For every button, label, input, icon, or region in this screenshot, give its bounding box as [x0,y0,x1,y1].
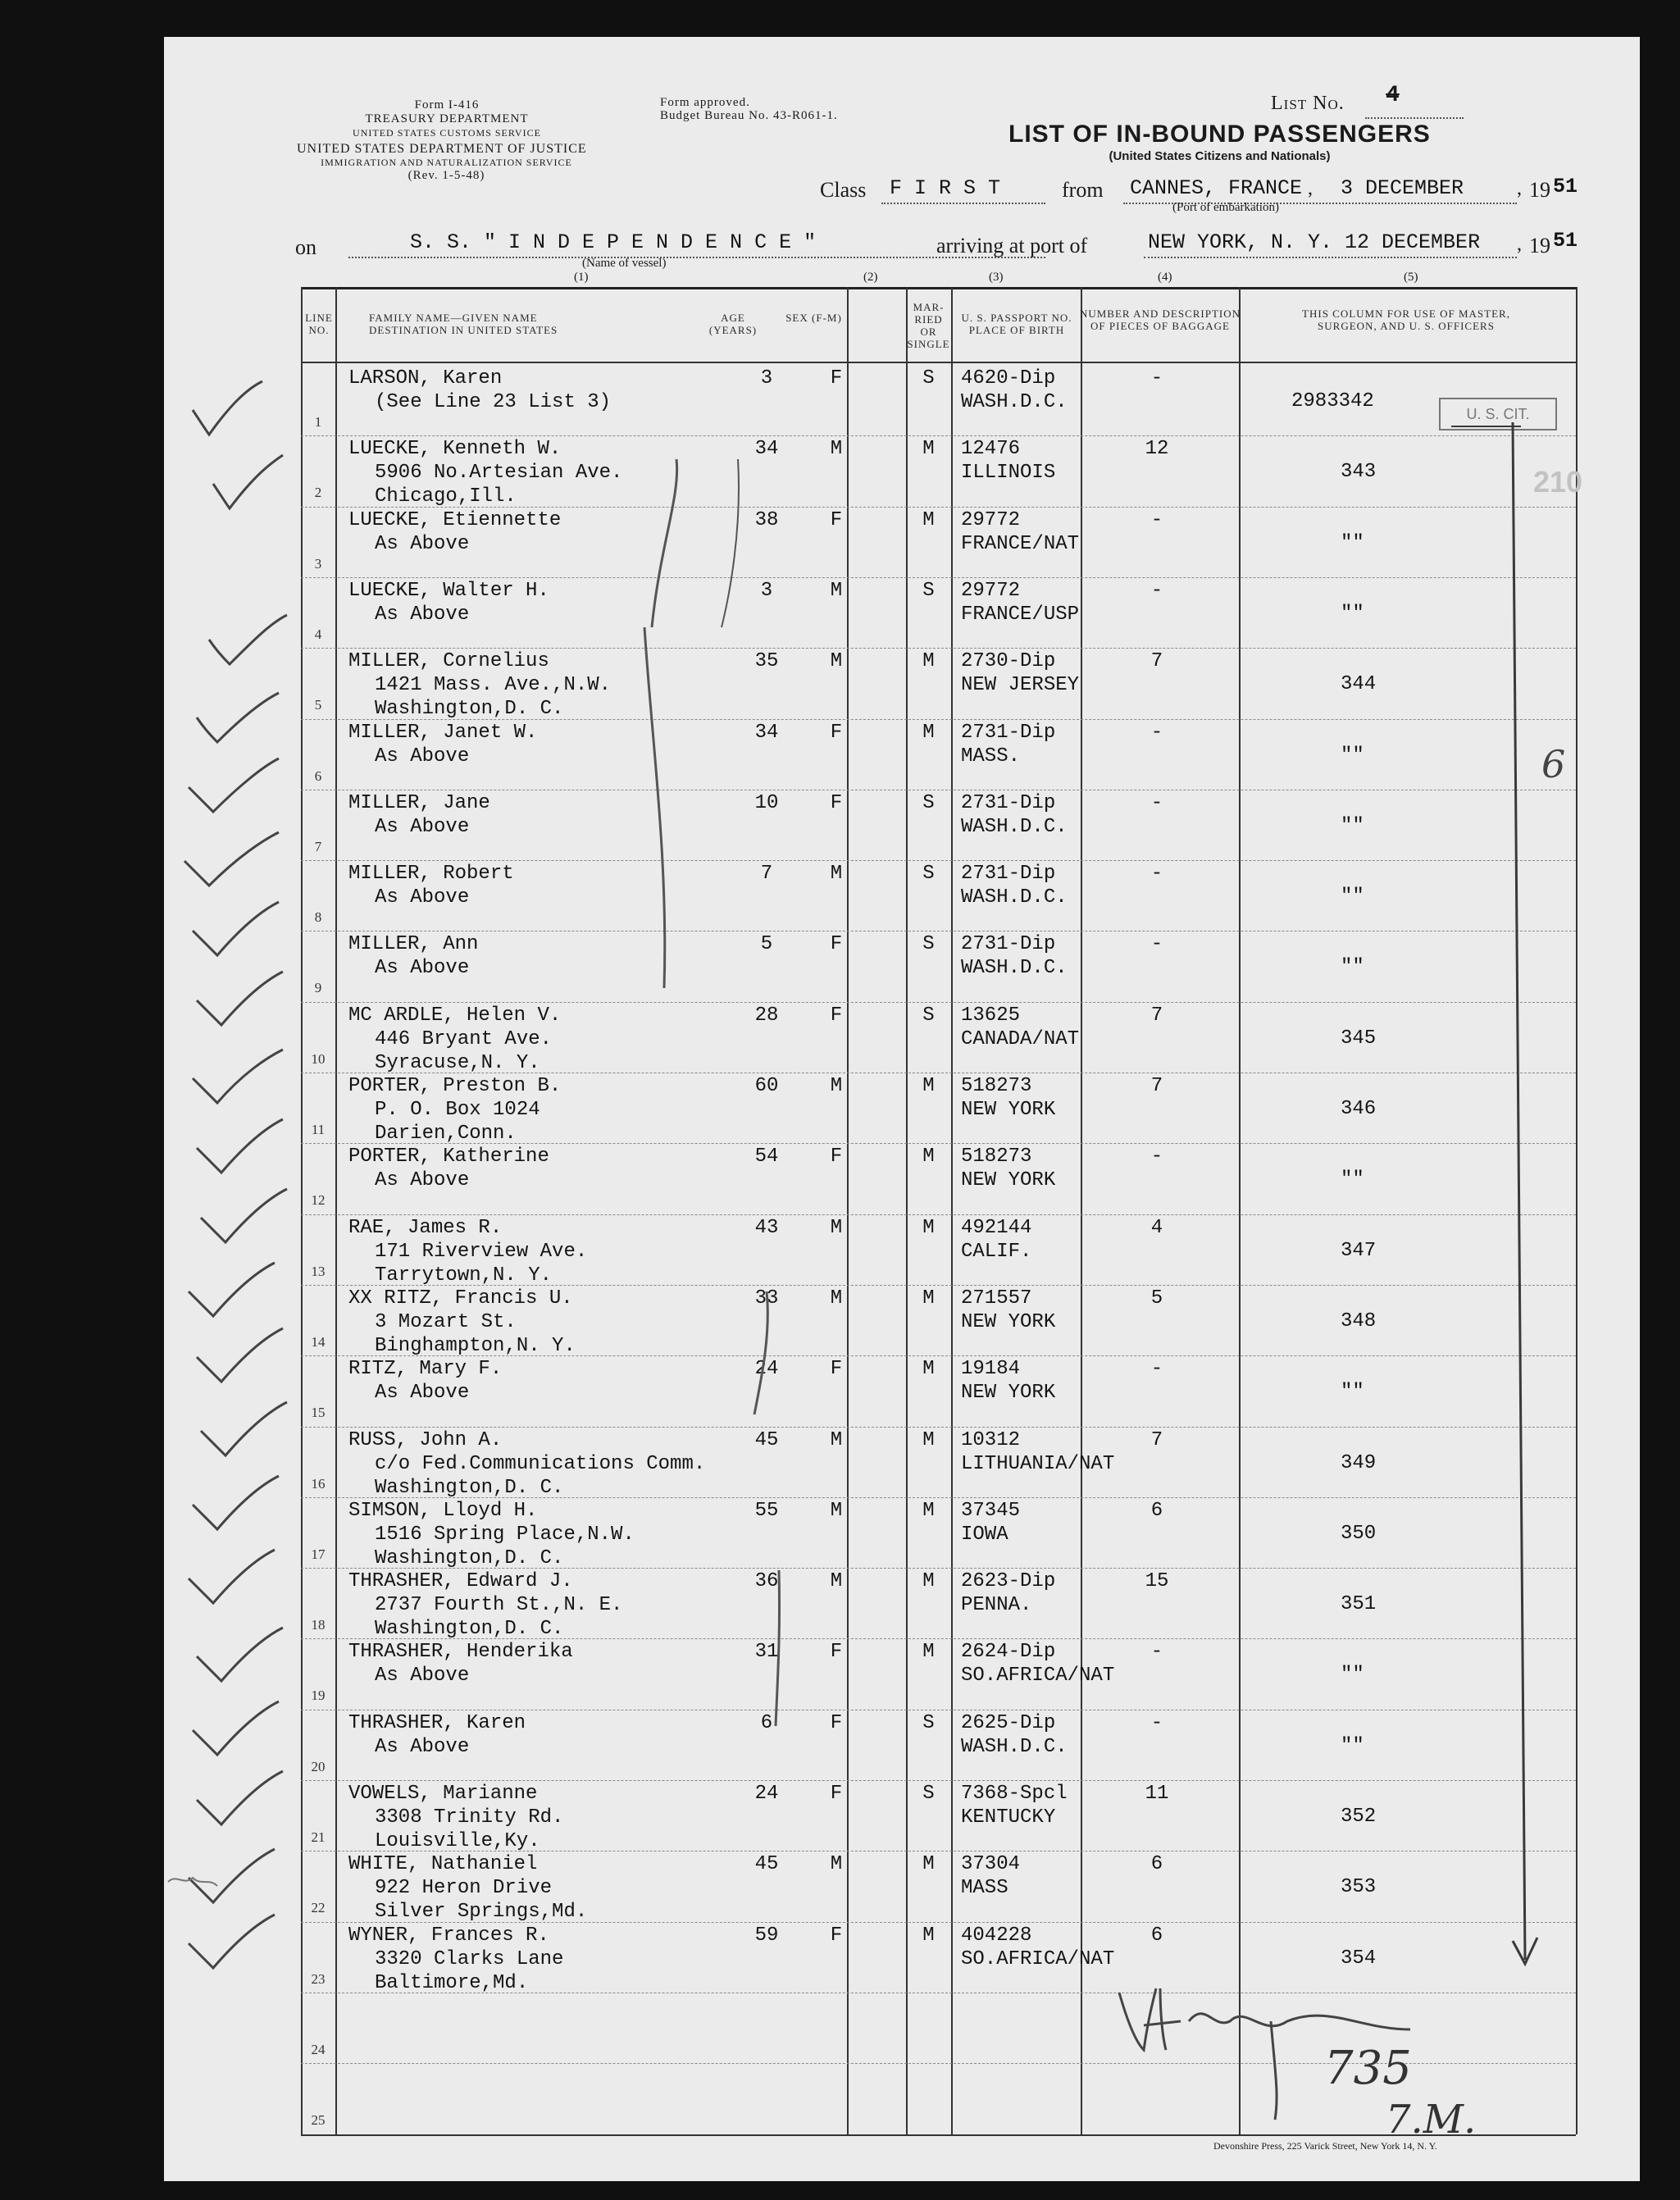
passenger-age: 36 [754,1570,779,1593]
passenger-sex: M [830,1499,843,1522]
passenger-name: WYNER, Frances R. [348,1924,549,1947]
passenger-destination: As Above [375,1169,470,1192]
passenger-sex: F [830,508,843,531]
passenger-sex: F [830,791,843,814]
approval-1: Form approved. [660,96,750,109]
baggage-count: 6 [1150,1853,1163,1876]
baggage-count: - [1150,1711,1163,1734]
passport-number: 29772 [961,508,1021,531]
passenger-age: 45 [754,1428,779,1451]
place-of-birth: NEW YORK [961,1382,1056,1405]
passenger-name: LUECKE, Etiennette [348,508,562,531]
passport-number: 37345 [961,1499,1021,1522]
passenger-age: 6 [760,1711,773,1734]
place-of-birth: CANADA/NAT [961,1027,1080,1050]
passenger-name: MILLER, Cornelius [348,650,549,673]
citizen-stamp: U. S. CIT. [1439,398,1557,430]
passenger-age: 43 [754,1216,779,1239]
treasury-dept: TREASURY DEPARTMENT [365,112,529,125]
arrival-year: 51 [1553,229,1578,253]
passport-number: 271557 [961,1287,1032,1310]
place-of-birth: NEW YORK [961,1169,1056,1192]
passport-number: 29772 [961,579,1021,602]
passenger-destination: As Above [375,886,470,909]
passenger-name: RITZ, Mary F. [348,1358,503,1381]
line-number: 7 [314,838,322,854]
officer-number: "" [1341,1664,1364,1687]
baggage-count: 4 [1150,1216,1163,1239]
place-of-birth: MASS. [961,745,1021,767]
vessel-caption: (Name of vessel) [582,257,667,270]
officer-number: "" [1341,1168,1364,1191]
passenger-name: MC ARDLE, Helen V. [348,1004,562,1027]
passenger-age: 3 [760,579,773,602]
passport-number: 7368-Spcl [961,1783,1068,1805]
officer-number: 346 [1341,1098,1377,1120]
passenger-age: 59 [754,1924,779,1947]
place-of-birth: NEW YORK [961,1310,1056,1333]
passport-number: 492144 [961,1216,1032,1239]
marital-status: S [922,579,935,602]
faint-stamp-number: 210 [1533,465,1583,499]
baggage-count: 6 [1150,1924,1163,1947]
passenger-destination: Syracuse,N. Y. [375,1051,540,1074]
from-label: from [1062,178,1104,202]
passenger-sex: F [830,933,843,956]
line-number: 4 [314,626,322,642]
marital-status: M [922,1570,935,1593]
passenger-name: THRASHER, Henderika [348,1641,573,1664]
passenger-sex: M [830,650,843,673]
line-number: 22 [311,1900,326,1916]
list-label: List No. [1271,93,1345,114]
passenger-sex: F [830,1004,843,1027]
place-of-birth: NEW YORK [961,1099,1056,1121]
passport-number: 404228 [961,1924,1032,1947]
passenger-name: XX RITZ, Francis U. [348,1287,573,1310]
col-header-passport: U. S. PASSPORT NO. PLACE OF BIRTH [961,312,1072,336]
form-number: Form I-416 [414,98,480,112]
passenger-destination: Chicago,Ill. [375,485,517,508]
passenger-destination: As Above [375,1382,470,1405]
col-header-line: LINE NO. [305,312,333,336]
passenger-name: PORTER, Preston B. [348,1075,562,1097]
place-of-birth: MASS [961,1877,1008,1900]
passenger-destination: 3 Mozart St. [375,1310,517,1333]
officer-number: 349 [1341,1451,1377,1474]
place-of-birth: FRANCE/USP [961,603,1080,626]
officer-number: 343 [1341,461,1377,484]
passenger-age: 10 [754,791,779,814]
line-number: 20 [311,1758,326,1774]
passenger-destination: 3320 Clarks Lane [375,1947,564,1970]
place-of-birth: CALIF. [961,1240,1032,1263]
passenger-sex: M [830,1287,843,1310]
line-number: 15 [311,1405,326,1421]
passenger-destination: As Above [375,1665,470,1688]
line-number: 24 [311,2041,326,2057]
passenger-age: 31 [754,1641,779,1664]
marital-status: S [922,367,935,389]
passenger-destination: P. O. Box 1024 [375,1099,540,1121]
line-number: 23 [311,1970,326,1987]
officer-number: "" [1341,531,1364,554]
from-date: 3 DECEMBER [1341,176,1464,200]
handwritten-six: 6 [1541,742,1566,786]
passenger-sex: M [830,863,843,886]
place-of-birth: NEW JERSEY [961,674,1080,697]
passenger-name: THRASHER, Edward J. [348,1570,573,1593]
revision: (Rev. 1-5-48) [407,169,485,182]
from-year: 51 [1553,175,1578,198]
passenger-destination: As Above [375,1735,470,1758]
line-number: 13 [311,1263,326,1279]
officer-number: 347 [1341,1239,1377,1262]
col-num-2: (2) [863,271,878,284]
passport-number: 2731-Dip [961,933,1056,956]
passport-number: 2731-Dip [961,791,1056,814]
passenger-destination: Washington,D. C. [375,1618,564,1641]
baggage-count: 7 [1150,1075,1163,1097]
place-of-birth: WASH.D.C. [961,815,1068,838]
line-number: 11 [311,1122,326,1137]
passenger-name: LARSON, Karen [348,367,503,389]
passenger-sex: M [830,1075,843,1097]
line-number: 19 [311,1688,326,1704]
passenger-destination: 3308 Trinity Rd. [375,1806,564,1829]
baggage-count: 5 [1150,1287,1163,1310]
passenger-sex: F [830,1924,843,1947]
passenger-age: 38 [754,508,779,531]
passenger-destination: c/o Fed.Communications Comm. [375,1452,706,1475]
passenger-name: MILLER, Robert [348,863,514,886]
passport-number: 37304 [961,1853,1021,1876]
handwritten-marks [164,37,1640,2181]
list-number: 4 [1386,83,1400,108]
baggage-count: - [1150,579,1163,602]
baggage-count: 12 [1145,438,1169,461]
baggage-count: 7 [1150,1428,1163,1451]
place-of-birth: KENTUCKY [961,1806,1056,1829]
officer-number: 350 [1341,1522,1377,1545]
marital-status: S [922,1004,935,1027]
passenger-sex: M [830,579,843,602]
marital-status: M [922,438,935,461]
passenger-sex: F [830,1358,843,1381]
col-num-5: (5) [1404,271,1418,284]
marital-status: S [922,1783,935,1805]
marital-status: M [922,1641,935,1664]
place-of-birth: SO.AFRICA/NAT [961,1665,1115,1688]
passenger-name: WHITE, Nathaniel [348,1853,538,1876]
marital-status: M [922,721,935,744]
marital-status: M [922,650,935,673]
ins-service: IMMIGRATION AND NATURALIZATION SERVICE [321,157,572,168]
passport-number: 2623-Dip [961,1570,1056,1593]
marital-status: M [922,1358,935,1381]
class-value: F I R S T [890,176,1001,200]
passenger-age: 35 [754,650,779,673]
embark-caption: (Port of embarkation) [1172,201,1279,214]
marital-status: S [922,791,935,814]
passenger-destination: 922 Heron Drive [375,1877,553,1900]
passenger-name: MILLER, Janet W. [348,721,538,744]
line-number: 9 [314,980,322,996]
place-of-birth: PENNA. [961,1594,1032,1617]
passenger-destination: As Above [375,815,470,838]
marital-status: S [922,1711,935,1734]
passenger-destination: 171 Riverview Ave. [375,1240,588,1263]
line-number: 25 [311,2112,326,2129]
place-of-birth: ILLINOIS [961,462,1056,485]
passenger-age: 28 [754,1004,779,1027]
justice-dept: UNITED STATES DEPARTMENT OF JUSTICE [297,142,587,156]
place-of-birth: WASH.D.C. [961,886,1068,909]
col-num-3: (3) [989,271,1004,284]
baggage-count: - [1150,367,1163,389]
officer-number: "" [1341,814,1364,837]
passenger-age: 54 [754,1146,779,1168]
line-number: 17 [311,1546,326,1562]
officer-number: 348 [1341,1310,1377,1332]
baggage-count: 11 [1145,1783,1169,1805]
passenger-age: 45 [754,1853,779,1876]
officer-number: 352 [1341,1806,1377,1828]
baggage-count: 6 [1150,1499,1163,1522]
passport-number: 19184 [961,1358,1021,1381]
passenger-sex: M [830,1216,843,1239]
col-header-name: FAMILY NAME—GIVEN NAME DESTINATION IN UNITED STATES [369,312,558,336]
passenger-age: 60 [754,1075,779,1097]
officer-number: "" [1341,744,1364,767]
marital-status: M [922,1075,935,1097]
baggage-count: - [1150,1641,1163,1664]
officer-number: "" [1341,1381,1364,1404]
officer-number: 2983342 [1291,390,1374,412]
baggage-count: - [1150,791,1163,814]
passport-number: 13625 [961,1004,1021,1027]
marital-status: M [922,1146,935,1168]
passenger-destination: Silver Springs,Md. [375,1901,588,1924]
passenger-destination: 446 Bryant Ave. [375,1027,553,1050]
passenger-destination: 2737 Fourth St.,N. E. [375,1594,623,1617]
line-number: 12 [311,1192,326,1209]
passenger-destination: As Above [375,957,470,980]
marital-status: M [922,1499,935,1522]
passport-number: 12476 [961,438,1021,461]
printer-footer: Devonshire Press, 225 Varick Street, New York 14, N. Y. [1213,2140,1437,2152]
line-number: 2 [314,485,322,501]
passenger-destination: Tarrytown,N. Y. [375,1264,553,1287]
place-of-birth: WASH.D.C. [961,391,1068,413]
baggage-count: - [1150,1146,1163,1168]
place-of-birth: LITHUANIA/NAT [961,1452,1115,1475]
officer-number: "" [1341,602,1364,625]
passenger-name: LUECKE, Kenneth W. [348,438,562,461]
passenger-name: PORTER, Katherine [348,1146,549,1168]
col-header-married: MAR- RIED OR SINGLE [907,301,950,350]
passenger-sex: F [830,1641,843,1664]
passenger-name: SIMSON, Lloyd H. [348,1499,538,1522]
marital-status: M [922,1924,935,1947]
place-of-birth: IOWA [961,1523,1008,1546]
passport-number: 10312 [961,1428,1021,1451]
officer-number: 354 [1341,1947,1377,1970]
line-number: 16 [311,1475,326,1492]
passenger-name: THRASHER, Karen [348,1711,526,1734]
officer-number: 344 [1341,673,1377,696]
passenger-destination: Baltimore,Md. [375,1971,529,1994]
passenger-age: 5 [760,933,773,956]
line-number: 6 [314,767,322,784]
passenger-destination: As Above [375,603,470,626]
passenger-age: 55 [754,1499,779,1522]
marital-status: M [922,1853,935,1876]
passenger-age: 7 [760,863,773,886]
col-header-sex: SEX (F-M) [785,312,842,324]
passport-number: 4620-Dip [961,367,1056,389]
col-header-officers: THIS COLUMN FOR USE OF MASTER, SURGEON, AND U. S. OFFICERS [1302,307,1510,332]
list-subtitle: (United States Citizens and Nationals) [1109,149,1331,163]
place-of-birth: WASH.D.C. [961,957,1068,980]
passenger-name: RUSS, John A. [348,1428,503,1451]
passenger-sex: F [830,367,843,389]
line-number: 8 [314,909,322,926]
class-label: Class [820,178,867,202]
place-of-birth: WASH.D.C. [961,1735,1068,1758]
passport-number: 2731-Dip [961,721,1056,744]
passenger-sex: M [830,438,843,461]
baggage-count: - [1150,863,1163,886]
line-number: 10 [311,1050,326,1067]
officer-number: 353 [1341,1876,1377,1899]
marital-status: M [922,508,935,531]
passenger-destination: Washington,D. C. [375,1476,564,1499]
place-of-birth: FRANCE/NAT [961,532,1080,555]
marital-status: M [922,1287,935,1310]
passenger-sex: M [830,1570,843,1593]
passenger-sex: F [830,1711,843,1734]
arrival-port: NEW YORK, N. Y. 12 DECEMBER [1148,230,1481,254]
passenger-sex: F [830,1783,843,1805]
passenger-age: 33 [754,1287,779,1310]
from-year-prefix: 19 [1529,178,1550,202]
baggage-count: 7 [1150,650,1163,673]
baggage-count: - [1150,1358,1163,1381]
col-header-baggage: NUMBER AND DESCRIPTION OF PIECES OF BAGGAGE [1079,307,1241,332]
marital-status: M [922,1216,935,1239]
col-header-age: AGE (YEARS) [708,312,758,336]
officer-number: "" [1341,956,1364,979]
line-number: 18 [311,1617,326,1633]
passenger-age: 3 [760,367,773,389]
baggage-count: - [1150,721,1163,744]
line-number: 3 [314,555,322,572]
passenger-destination: Washington,D. C. [375,698,564,721]
place-of-birth: SO.AFRICA/NAT [961,1947,1115,1970]
officer-number: "" [1341,1734,1364,1757]
col-num-4: (4) [1158,271,1172,284]
passenger-sex: M [830,1853,843,1876]
passenger-destination: 1421 Mass. Ave.,N.W. [375,674,612,697]
passenger-name: LUECKE, Walter H. [348,579,549,602]
arriving-label: arriving at port of [936,234,1088,257]
col-num-1: (1) [574,271,589,284]
customs-service: UNITED STATES CUSTOMS SERVICE [353,127,541,139]
line-number: 1 [314,414,322,430]
passport-number: 518273 [961,1075,1032,1097]
passenger-destination: Washington,D. C. [375,1546,564,1569]
passport-number: 2731-Dip [961,863,1056,886]
officer-number: 351 [1341,1593,1377,1616]
passenger-destination: 1516 Spring Place,N.W. [375,1523,635,1546]
arrival-year-prefix: 19 [1529,234,1550,257]
passenger-destination: (See Line 23 List 3) [375,391,612,413]
passenger-destination: As Above [375,745,470,767]
passenger-age: 34 [754,438,779,461]
line-number: 21 [311,1829,326,1845]
marital-status: S [922,863,935,886]
marital-status: M [922,1428,935,1451]
handwritten-initials: 7.M. [1386,2097,1477,2143]
passenger-sex: F [830,1146,843,1168]
passenger-destination: 5906 No.Artesian Ave. [375,462,623,485]
baggage-count: - [1150,508,1163,531]
passenger-destination: Louisville,Ky. [375,1830,540,1852]
on-label: on [295,235,316,259]
approval-2: Budget Bureau No. 43-R061-1. [660,109,838,122]
passenger-sex: M [830,1428,843,1451]
passport-number: 2624-Dip [961,1641,1056,1664]
officer-number: "" [1341,886,1364,909]
passenger-age: 24 [754,1783,779,1805]
passenger-name: VOWELS, Marianne [348,1783,538,1805]
passenger-destination: Binghampton,N. Y. [375,1334,576,1357]
line-number: 5 [314,697,322,713]
passport-number: 2730-Dip [961,650,1056,673]
marital-status: S [922,933,935,956]
passenger-destination: Darien,Conn. [375,1123,517,1145]
handwritten-total: 735 [1324,2042,1412,2095]
line-number: 14 [311,1333,326,1350]
baggage-count: - [1150,933,1163,956]
passenger-sex: F [830,721,843,744]
passenger-name: RAE, James R. [348,1216,503,1239]
passenger-age: 34 [754,721,779,744]
passenger-list-form: Form I-416 TREASURY DEPARTMENT UNITED STATES CUSTOMS SERVICE Form approved. Budget Bureau No. 43-R061-1. UNITED STATES DEPARTMENT OF JUSTICE IMMIGRATION AND NATURALIZATION SERVICE (Rev. 1-5-48) List No. 4 LIST OF IN-BOUND PASSENGERS (United States Citizens and Nationals) Class F I R S T from CANNES, FRANCE , 3 DECEMBER , 19 51 (Port of embarkation) on S. S. " I N D E P E N D E N C E " (Name of vessel) arriving at port of NEW YORK, N. Y. 12 DECEMBER , 19 51 (1) (2) (3) (4) (5) LINE NO. FAMILY NAME—GIVEN NAME DESTINATION IN UNITED STATES AGE (YEARS) SEX (F-M) MAR- RIED OR SINGLE U. S. PASSPORT NO. PLACE OF BIRTH NUMBER AND DESCRIPTION OF PIECES OF BAGGAGE THIS COLUMN FOR USE OF MASTER, SURGEON, AND U. S. OFFICERS 1 LARSON, Karen (See Line 23 List 3) 3 F S 4620-Dip WASH.D.C. - 2983342 2 LUECKE, Kenneth W. 5906 No.Artesian Ave. Chicago,Ill. 34 M M 12476 ILLINOIS 12 343 3 LUECKE, Etiennette As Above 38 F M 29772 FRANCE/NAT - "" 4 LUECKE, Walter H. As Above 3 M S 29772 FRANCE/USP - "" 5 MILLER, Cornelius 1421 Mass. Ave.,N.W. Washington,D. C. 35 M M 2730-Dip NEW JERSEY 7 344 6 MILLER, Janet W. As Above 34 F M 2731-Dip MASS. - "" 7 MILLER, Jane As Above 10 F S 2731-Dip WASH.D.C. - "" 8 MILLER, Robert As Above 7 M S 2731-Dip WASH.D.C. - "" 9 MILLER, Ann As Above 5 F S 2731-Dip WASH.D.C. - "" 10 MC ARDLE, Helen V. 446 Bryant Ave. Syracuse,N. Y. 28 F S 13625 CANADA/NAT 7 345 11 PORTER, Preston B. P. O. Box 1024 Darien,Conn. 60 M M 518273 NEW YORK 7 346 12 PORTER, Katherine As Above 54 F M 518273 NEW YORK - "" 13 RAE, James R. 171 Riverview Ave. Tarrytown,N. Y. 43 M M 492144 CALIF. 4 347 14 XX RITZ, Francis U. 3 Mozart St. Binghampton,N. Y. 33 M M 271557 NEW YORK 5 348 15 RITZ, Mary F. As Above 24 F M 19184 NEW YORK - "" 16 RUSS, John A. c/o Fed.Communications Comm. Washington,D. C. 45 M M 10312 LITHUANIA/NAT 7 349 17 SIMSON, Lloyd H. 1516 Spring Place,N.W. Washington,D. C. 55 M M 37345 IOWA 6 350 18 THRASHER, Edward J. 2737 Fourth St.,N. E. Washington,D. C. 36 M M 2623-Dip PENNA. 15 351 19 THRASHER, Henderika As Above 31 F M 2624-Dip SO.AFRICA/NAT - "" 20 THRASHER, Karen As Above 6 F S 2625-Dip WASH.D.C. - "" 21 VOWELS, Marianne 3308 Trinity Rd. Louisville,Ky. 24 F S 7368-Spcl KENTUCKY 11 352 22 WHITE, Nathaniel 922 Heron Drive Silver Springs,Md. 45 M M 37304 MASS 6 353 23 WYNER, Frances R. 3320 Clarks Lane Baltimore,Md. 59 F M 404228 SO.AFRICA/NAT 6 354 24 25 U. S. CIT. 210 6 735 7.M. Devonshire Press, 225 Varick Street, New York 14, N. Y. [164,37,1640,2181]
list-title: LIST OF IN-BOUND PASSENGERS [1008,121,1431,148]
passenger-age: 24 [754,1358,779,1381]
passport-number: 518273 [961,1146,1032,1168]
baggage-count: 15 [1145,1570,1169,1593]
from-value: CANNES, FRANCE [1130,176,1303,200]
baggage-count: 7 [1150,1004,1163,1027]
passport-number: 2625-Dip [961,1711,1056,1734]
passenger-name: MILLER, Jane [348,791,490,814]
passenger-name: MILLER, Ann [348,933,479,956]
officer-number: 345 [1341,1027,1377,1050]
passenger-destination: As Above [375,532,470,555]
vessel-name: S. S. " I N D E P E N D E N C E " [410,230,817,254]
